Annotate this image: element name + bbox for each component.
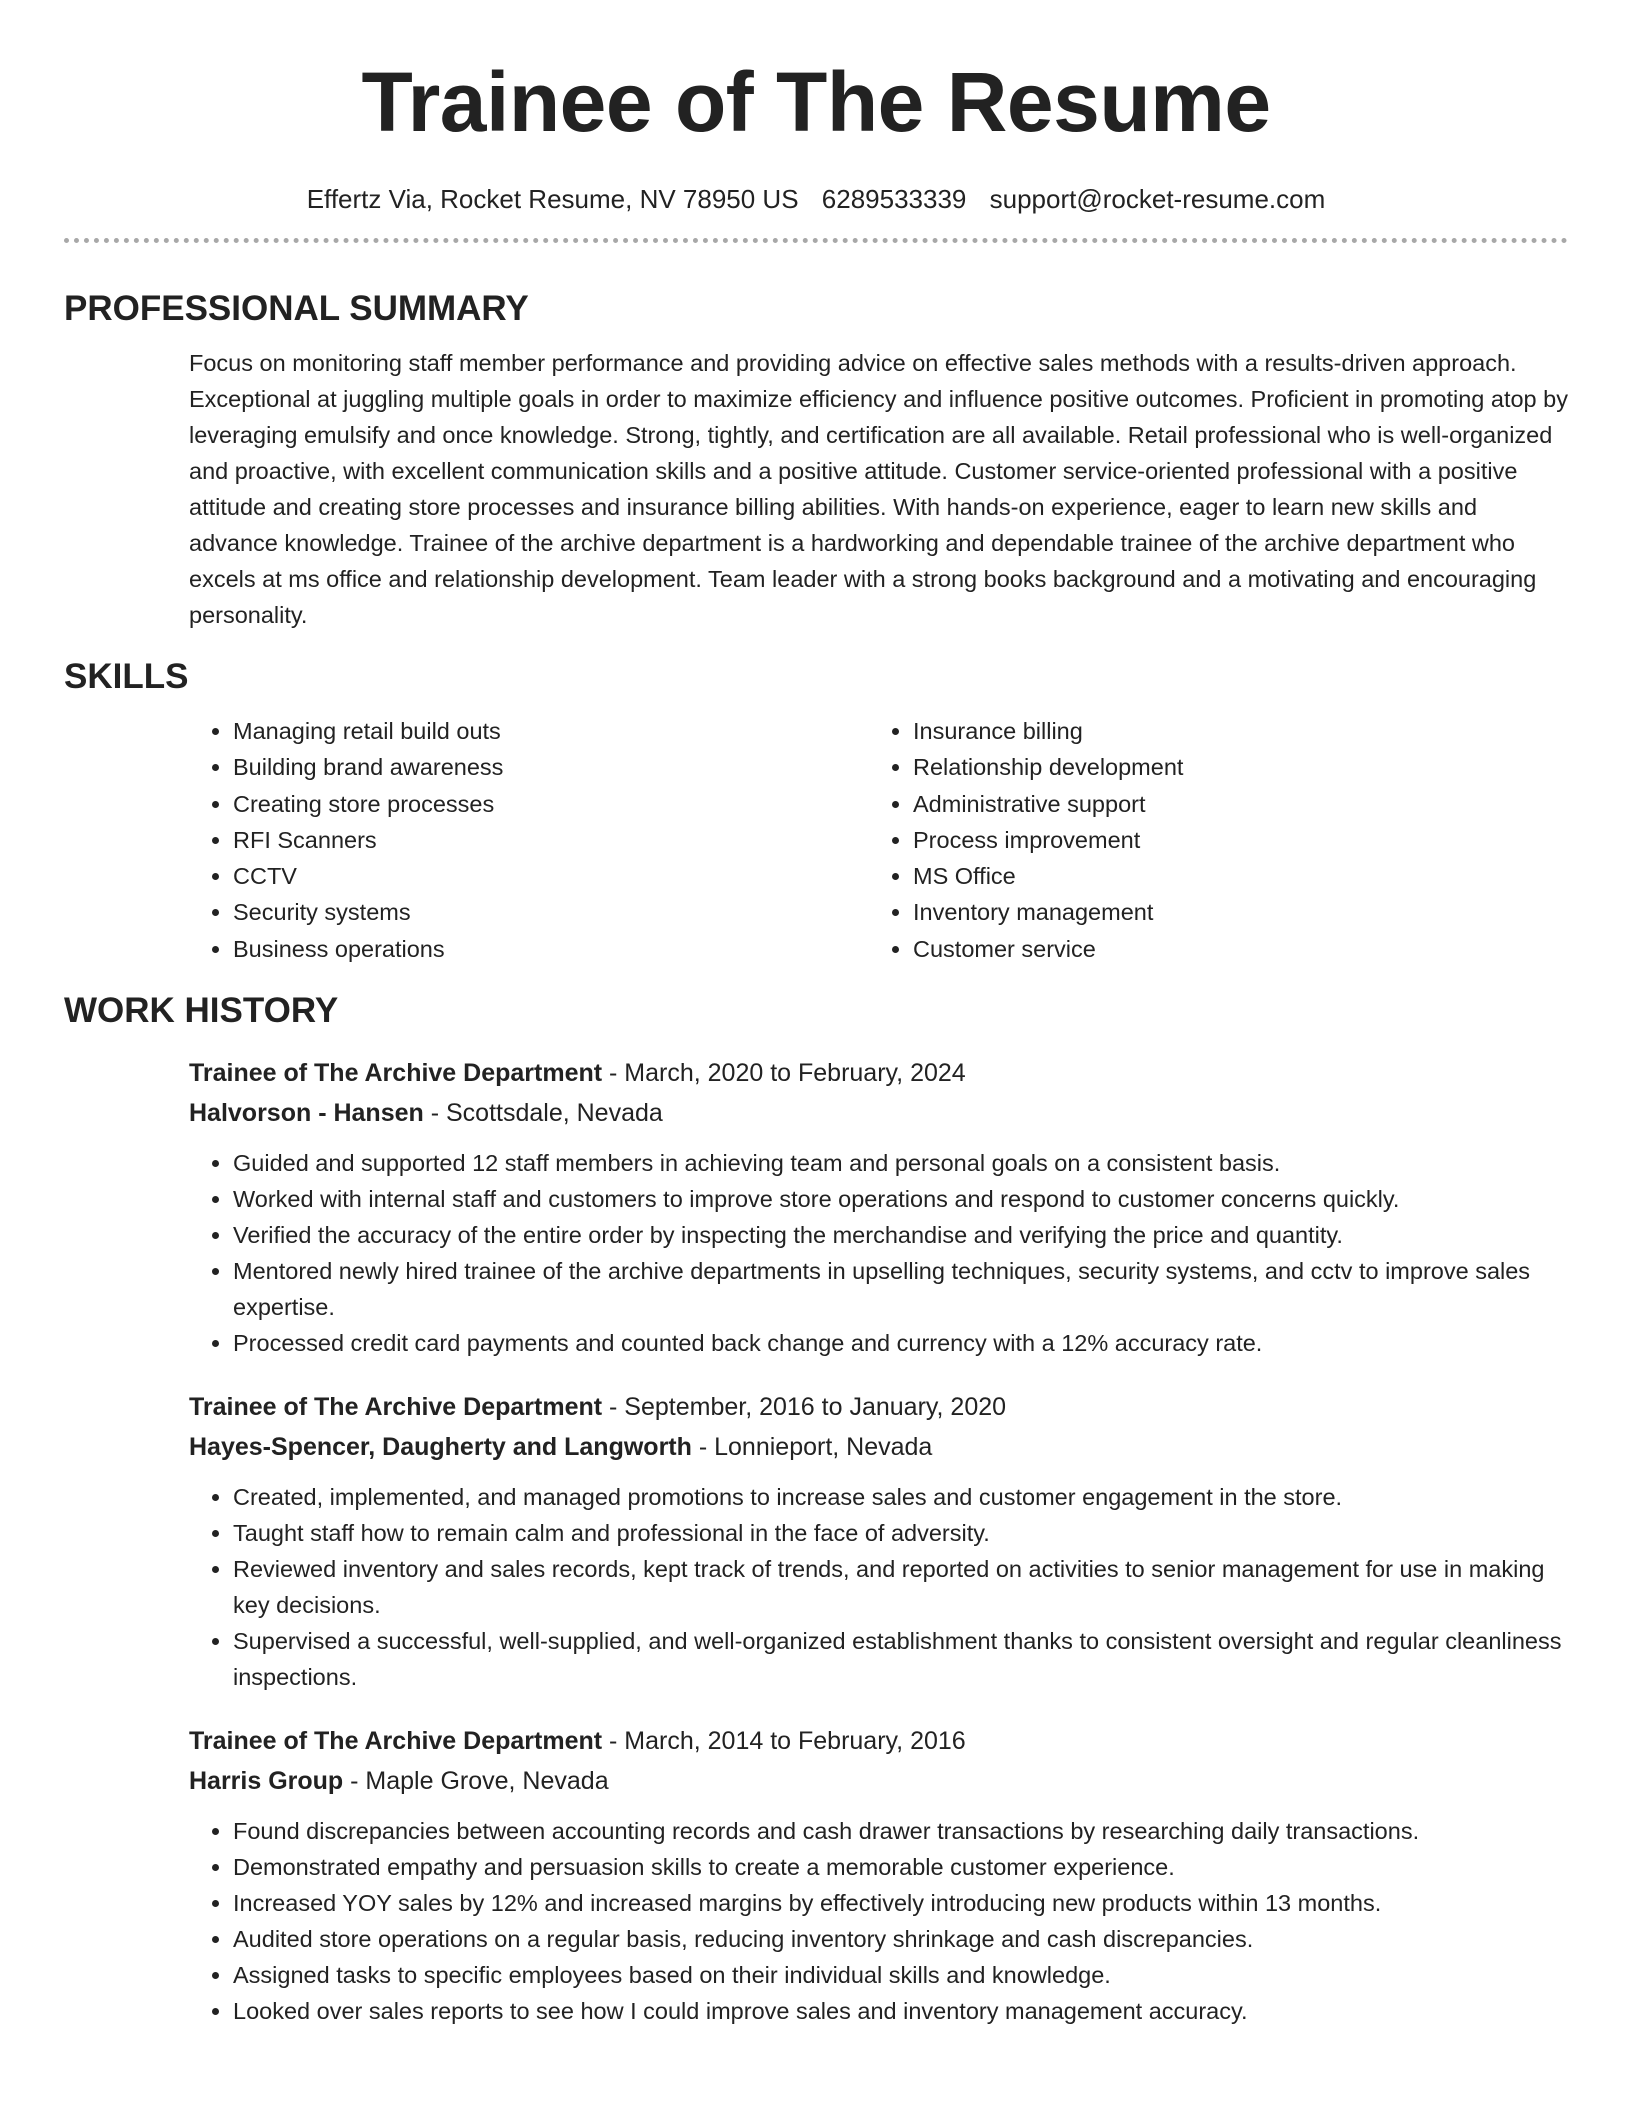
- skill-item: • RFI Scanners: [233, 822, 869, 858]
- job-company-line: [189, 1427, 1568, 1467]
- summary-text: Focus on monitoring staff member performance and providing advice on effective sales methods with a results-driven approach. Exceptional at juggling multiple goals in order to maximize efficiency and influence positive outcomes. Proficient in promoting atop by leveraging emulsify and once knowledge. Strong, tightly, and certification are all available. Retail professional who is well-organized and proactive, with excellent communication skills and a positive attitude. Customer service-oriented professional with a positive attitude and creating store processes and insurance billing abilities. With hands-on experience, eager to learn new skills and advance knowledge. Trainee of the archive department is a hardworking and dependable trainee of the archive department who excels at ms office and relationship development. Team leader with a strong books background and a motivating and encouraging personality.: [189, 350, 1568, 628]
- resume-name: Trainee of The Resume: [361, 55, 1271, 149]
- job-bullet: • Audited store operations on a regular basis, reducing inventory shrinkage and cash discrepancies.: [233, 1921, 1568, 1957]
- job-location: - Lonnieport, Nevada: [691, 1433, 933, 1462]
- job-dates: - March, 2020 to February, 2024: [602, 1059, 966, 1088]
- skill-item: • Business operations: [233, 931, 869, 967]
- job-entry: [189, 1053, 1568, 1361]
- job-entry: [189, 1387, 1568, 1695]
- job-location: - Scottsdale, Nevada: [423, 1099, 663, 1128]
- job-dates: - March, 2014 to February, 2016: [602, 1727, 966, 1756]
- skill-item: • Administrative support: [913, 786, 1549, 822]
- skill-item: • Managing retail build outs: [233, 713, 869, 749]
- skill-item: • Process improvement: [913, 822, 1549, 858]
- job-bullet: • Supervised a successful, well-supplied, and well-organized establishment thanks to consistent oversight and regular cleanliness inspections.: [233, 1623, 1568, 1695]
- job-bullet: • Processed credit card payments and counted back change and currency with a 12% accuracy rate.: [233, 1325, 1568, 1361]
- job-bullet: • Worked with internal staff and customers to improve store operations and respond to customer concerns quickly.: [233, 1181, 1568, 1217]
- job-bullet: • Guided and supported 12 staff members in achieving team and personal goals on a consistent basis.: [233, 1145, 1568, 1181]
- job-bullet: • Reviewed inventory and sales records, kept track of trends, and reported on activities to senior management for use in making key decisions.: [233, 1551, 1568, 1623]
- contact-phone: 6289533339: [821, 184, 967, 214]
- job-bullet: • Created, implemented, and managed promotions to increase sales and customer engagement in the store.: [233, 1479, 1568, 1515]
- job-bullet: • Taught staff how to remain calm and professional in the face of adversity.: [233, 1515, 1568, 1551]
- skill-item: • Creating store processes: [233, 786, 869, 822]
- job-bullet: • Mentored newly hired trainee of the archive departments in upselling techniques, security systems, and cctv to improve sales expertise.: [233, 1253, 1568, 1325]
- job-bullets: [189, 1145, 1568, 1361]
- job-bullets: [189, 1479, 1568, 1695]
- job-company: Hayes-Spencer, Daugherty and Langworth: [189, 1433, 692, 1462]
- job-bullet: • Demonstrated empathy and persuasion skills to create a memorable customer experience.: [233, 1849, 1568, 1885]
- skills-heading: SKILLS: [64, 657, 189, 696]
- job-bullet: • Assigned tasks to specific employees based on their individual skills and knowledge.: [233, 1957, 1568, 1993]
- skill-item: • Insurance billing: [913, 713, 1549, 749]
- job-company: Harris Group: [189, 1767, 344, 1796]
- skill-item: • Security systems: [233, 894, 869, 930]
- job-company-line: [189, 1761, 1568, 1801]
- skills-column-left: [189, 713, 869, 967]
- skill-item: • Inventory management: [913, 894, 1549, 930]
- work-history-heading: WORK HISTORY: [64, 991, 339, 1031]
- skill-item: • CCTV: [233, 858, 869, 894]
- skill-item: • MS Office: [913, 858, 1549, 894]
- job-bullet: • Found discrepancies between accounting records and cash drawer transactions by researching daily transactions.: [233, 1813, 1568, 1849]
- skill-item: • Customer service: [913, 931, 1549, 967]
- contact-info: [64, 182, 1568, 216]
- job-company: Halvorson - Hansen: [189, 1099, 424, 1128]
- job-entry: [189, 1721, 1568, 2029]
- job-title-line: [189, 1387, 1568, 1427]
- job-location: - Maple Grove, Nevada: [343, 1767, 609, 1796]
- job-position: Trainee of The Archive Department: [189, 1393, 603, 1422]
- contact-email: support@rocket-resume.com: [989, 184, 1326, 214]
- header-divider: [64, 238, 1568, 243]
- job-bullet: • Looked over sales reports to see how I could improve sales and inventory management accuracy.: [233, 1993, 1568, 2029]
- job-bullets: [189, 1813, 1568, 2029]
- skill-item: • Relationship development: [913, 749, 1549, 785]
- job-bullet: • Verified the accuracy of the entire order by inspecting the merchandise and verifying the price and quantity.: [233, 1217, 1568, 1253]
- job-position: Trainee of The Archive Department: [189, 1727, 603, 1756]
- contact-address: Effertz Via, Rocket Resume, NV 78950 US: [306, 184, 799, 214]
- summary-heading: PROFESSIONAL SUMMARY: [64, 289, 529, 328]
- job-bullet: • Increased YOY sales by 12% and increased margins by effectively introducing new products within 13 months.: [233, 1885, 1568, 1921]
- skills-column-right: [869, 713, 1549, 967]
- job-title-line: [189, 1053, 1568, 1093]
- job-dates: - September, 2016 to January, 2020: [602, 1393, 1007, 1422]
- job-title-line: [189, 1721, 1568, 1761]
- job-position: Trainee of The Archive Department: [189, 1059, 603, 1088]
- skill-item: • Building brand awareness: [233, 749, 869, 785]
- job-company-line: [189, 1093, 1568, 1133]
- skills-list: [189, 713, 1568, 967]
